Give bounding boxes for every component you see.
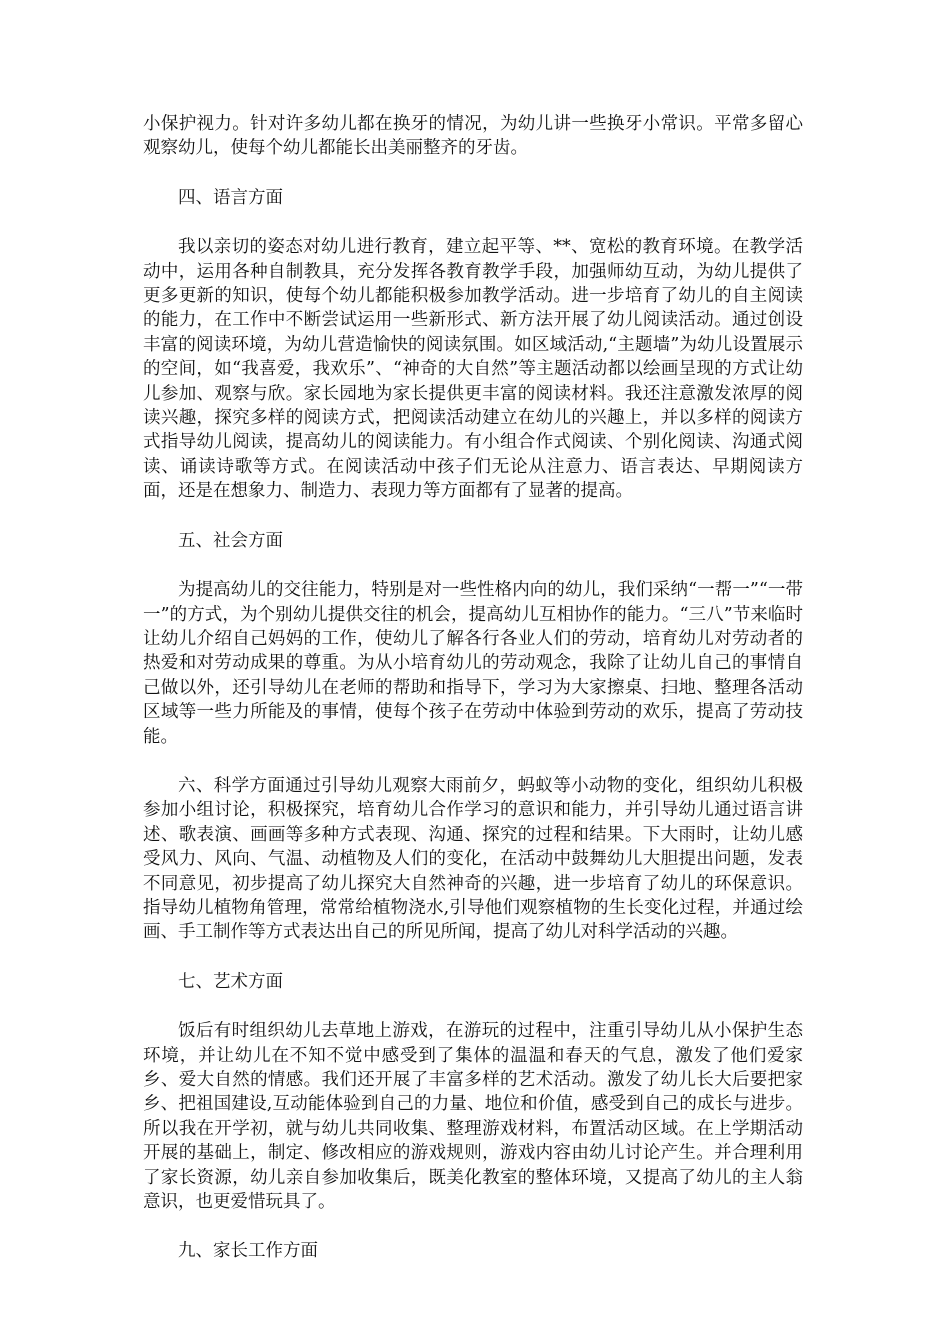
paragraph-language: 我以亲切的姿态对幼儿进行教育，建立起平等、**、宽松的教育环境。在教学活动中，运用各种自制教具，充分发挥各教育教学手段，加强师幼互动，为幼儿提供了更多更新的知识，使每个幼儿都能积极参加教学活动。进一步培育了幼儿的自主阅读的能力，在工作中不断尝试运用一些新形式、新方法开展了幼儿阅读活动。通过创设丰富的阅读环境，为幼儿营造愉快的阅读氛围。如区域活动,“主题墙”为幼儿设置展示的空间，如“我喜爱，我欢乐”、“神奇的大自然”等主题活动都以绘画呈现的方式让幼儿参加、观察与欣。家长园地为家长提供更丰富的阅读材料。我还注意激发浓厚的阅读兴趣，探究多样的阅读方式，把阅读活动建立在幼儿的兴趣上，并以多样的阅读方式指导幼儿阅读，提高幼儿的阅读能力。有小组合作式阅读、个别化阅读、沟通式阅读、诵读诗歌等方式。在阅读活动中孩子们无论从注意力、语言表达、早期阅读方面，还是在想象力、制造力、表现力等方面都有了显著的提高。 (143, 237, 803, 502)
document-page (143, 112, 803, 1264)
heading-art: 七、艺术方面 (178, 971, 283, 992)
paragraph-social: 为提高幼儿的交往能力，特别是对一些性格内向的幼儿，我们采纳“一帮一”“一带一”的方式，为个别幼儿提供交往的机会，提高幼儿互相协作的能力。“三八”节来临时让幼儿介绍自己妈妈的工作，使幼儿了解各行各业人们的劳动，培育幼儿对劳动者的热爱和对劳动成果的尊重。为从小培育幼儿的劳动观念，我除了让幼儿自己的事情自己做以外，还引导幼儿在老师的帮助和指导下，学习为大家擦桌、扫地、整理各活动区域等一些力所能及的事情，使每个孩子在劳动中体验到劳动的欢乐，提高了劳动技能。 (143, 580, 803, 747)
paragraph-art: 饭后有时组织幼儿去草地上游戏，在游玩的过程中，注重引导幼儿从小保护生态环境，并让幼儿在不知不觉中感受到了集体的温温和春天的气息，激发了他们爱家乡、爱大自然的情感。我们还开展了丰富多样的艺术活动。激发了幼儿长大后要把家乡、把祖国建设,互动能体验到自己的力量、地位和价值，感受到自己的成长与进步。所以我在开学初，就与幼儿共同收集、整理游戏材料，布置活动区域。在上学期活动开展的基础上，制定、修改相应的游戏规则，游戏内容由幼儿讨论产生。并合理利用了家长资源，幼儿亲自参加收集后，既美化教室的整体环境，又提高了幼儿的主人翁意识，也更爱惜玩具了。 (143, 1021, 803, 1213)
paragraph-science: 六、科学方面通过引导幼儿观察大雨前夕，蚂蚁等小动物的变化，组织幼儿积极参加小组讨论，积极探究，培育幼儿合作学习的意识和能力，并引导幼儿通过语言讲述、歌表演、画画等多种方式表现、沟通、探究的过程和结果。下大雨时，让幼儿感受风力、风向、气温、动植物及人们的变化，在活动中鼓舞幼儿大胆提出问题，发表不同意见，初步提高了幼儿探究大自然神奇的兴趣，进一步培育了幼儿的环保意识。指导幼儿植物角管理，常常给植物浇水,引导他们观察植物的生长变化过程，并通过绘画、手工制作等方式表达出自己的所见所闻，提高了幼儿对科学活动的兴趣。 (143, 775, 803, 943)
heading-social: 五、社会方面 (178, 530, 283, 551)
paragraph-health-continued: 小保护视力。针对许多幼儿都在换牙的情况，为幼儿讲一些换牙小常识。平常多留心观察幼儿，使每个幼儿都能长出美丽整齐的牙齿。 (143, 114, 803, 159)
heading-parent-work: 九、家长工作方面 (178, 1241, 318, 1262)
heading-language: 四、语言方面 (178, 187, 283, 208)
